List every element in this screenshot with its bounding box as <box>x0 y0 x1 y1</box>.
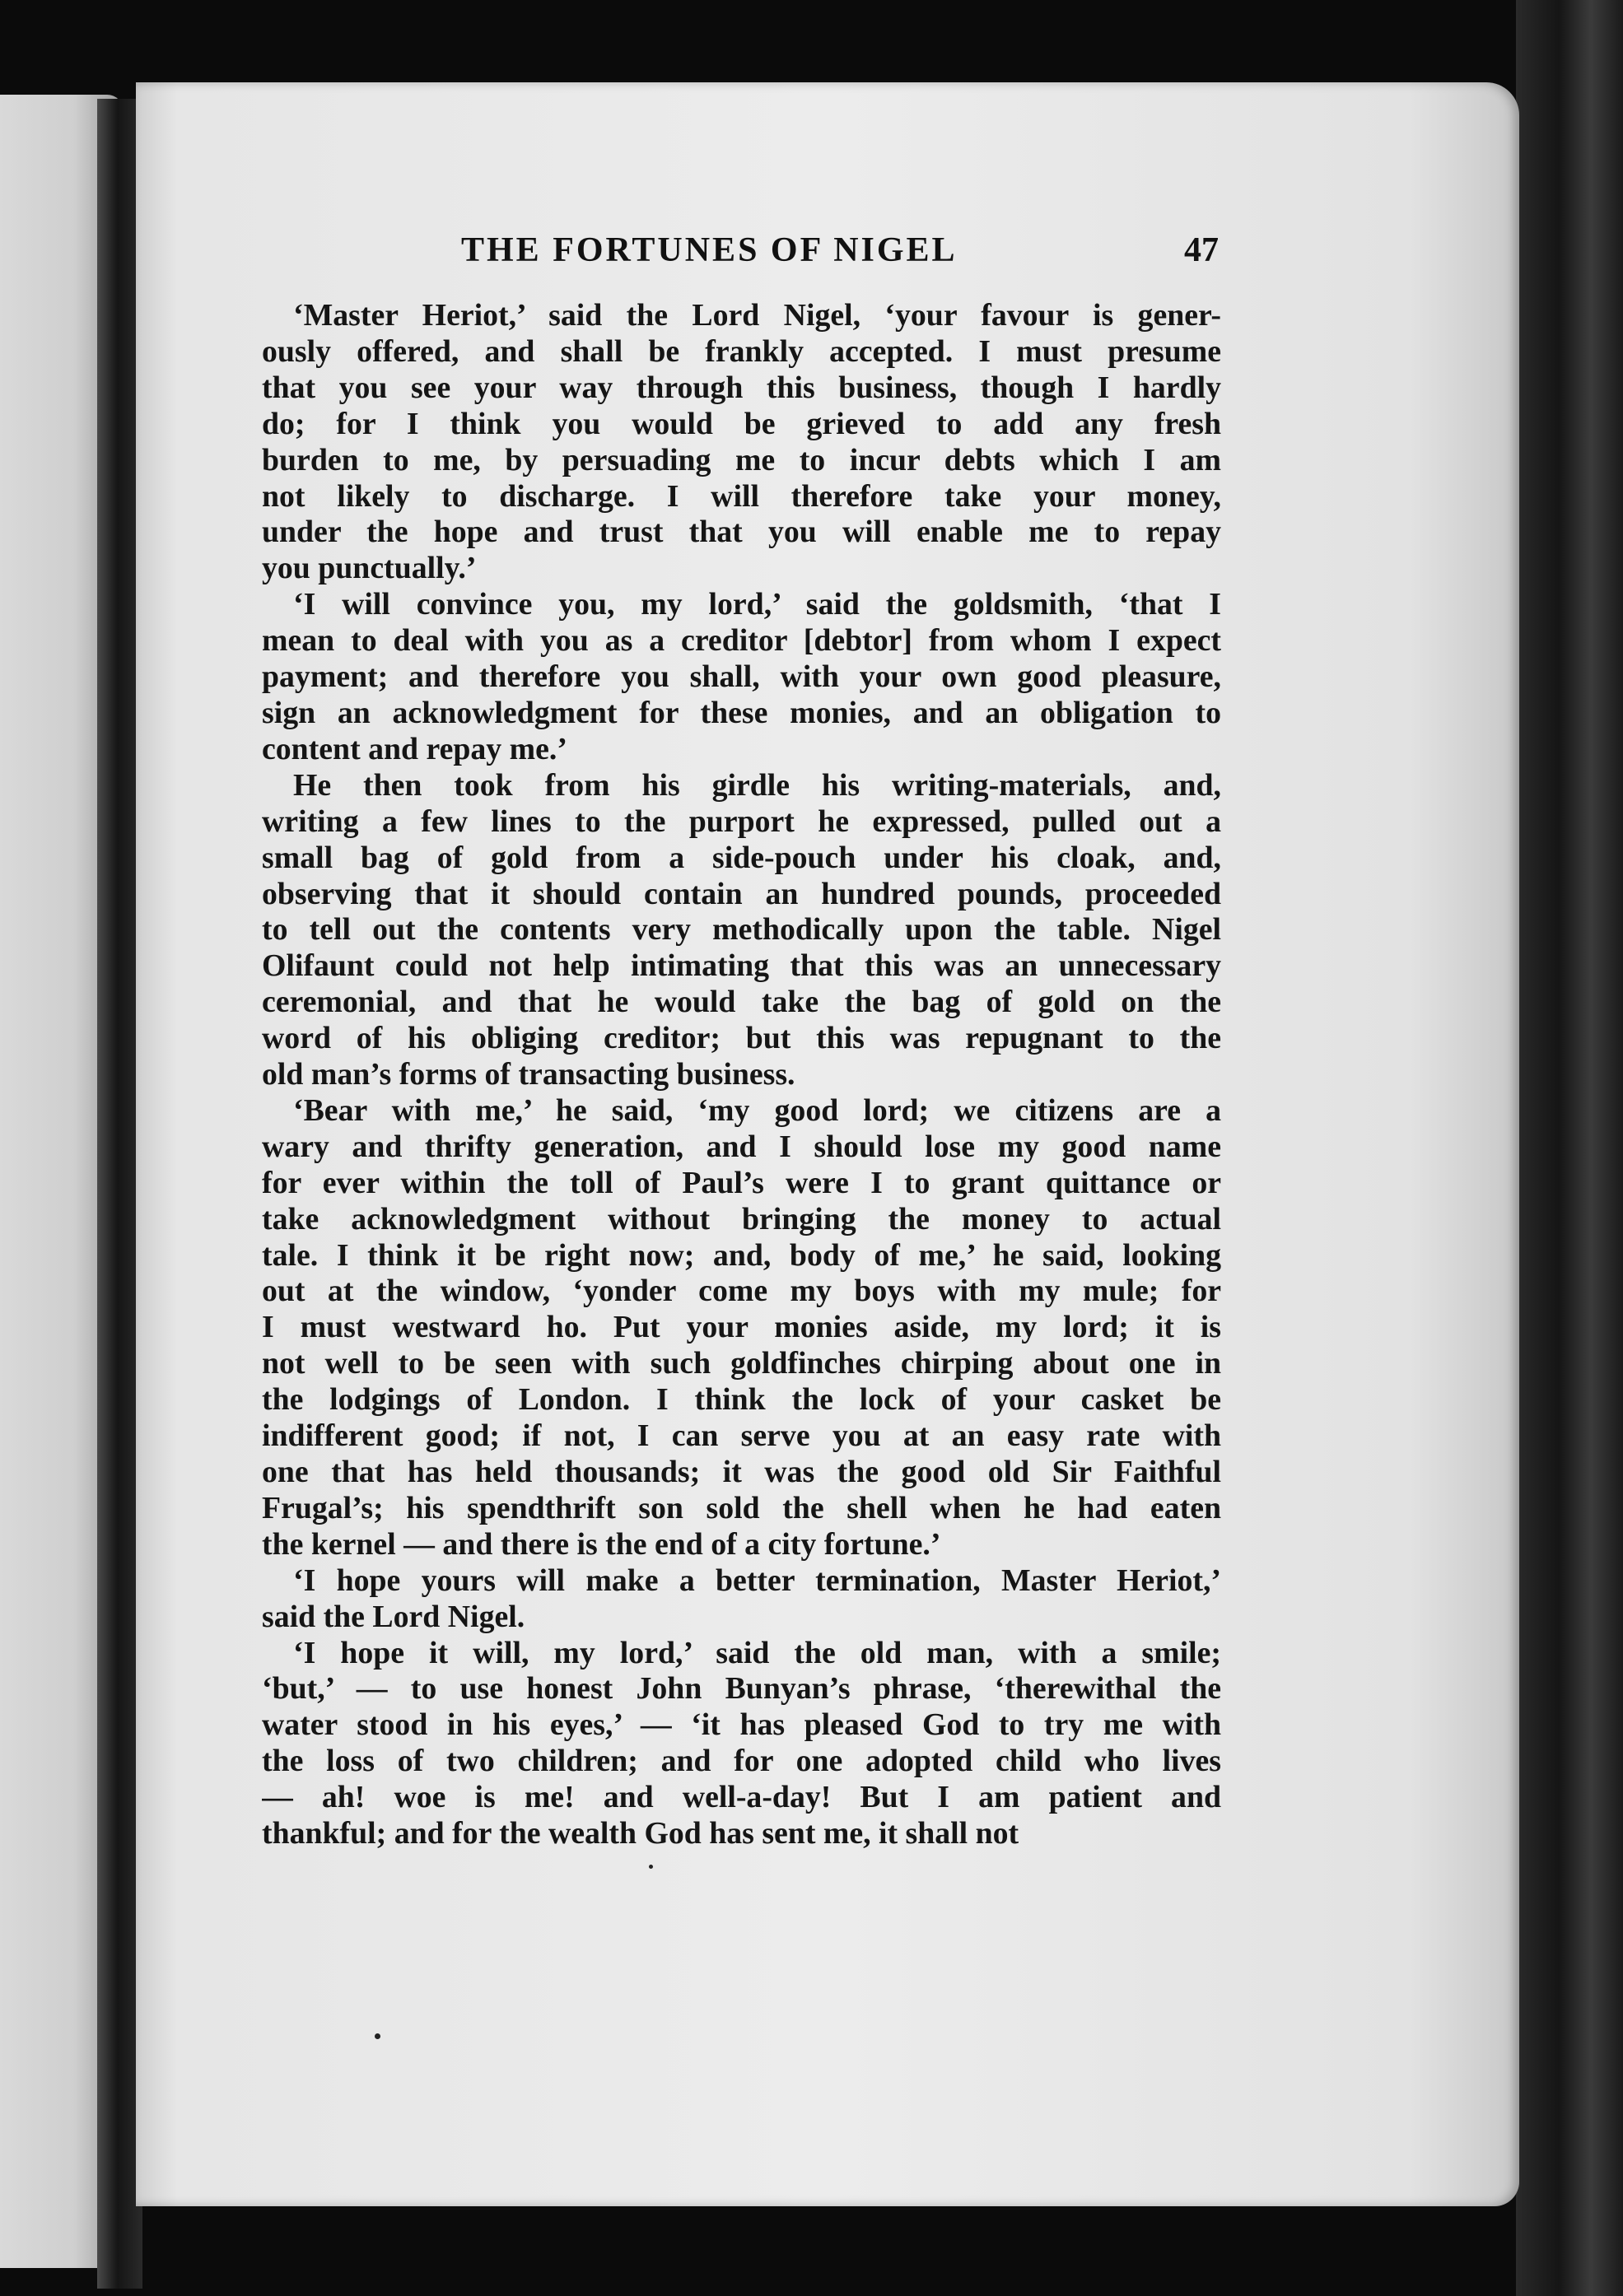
text-line: take acknowledgment without bringing the money to actual <box>262 1201 1221 1236</box>
text-line: writing a few lines to the purport he expressed, pulled out a <box>262 803 1221 839</box>
paragraph <box>262 298 1221 587</box>
page-number: 47 <box>1184 231 1219 269</box>
text-line: ‘I will convince you, my lord,’ said the goldsmith, ‘that I <box>293 587 1221 622</box>
text-line: not well to be seen with such goldfinches chirping about one in <box>262 1346 1221 1381</box>
text-line: out at the window, ‘yonder come my boys with my mule; for <box>262 1274 1221 1309</box>
text-line: said the Lord Nigel. <box>262 1599 525 1634</box>
text-line: word of his obliging creditor; but this was repugnant to the <box>262 1021 1221 1056</box>
text-line: the loss of two children; and for one adopted child who lives <box>262 1744 1221 1779</box>
text-line: Olifaunt could not help intimating that this was an unnecessary <box>262 948 1221 984</box>
scan-speck <box>375 2033 380 2039</box>
paragraph <box>262 768 1221 1093</box>
text-line: — ah! woe is me! and well-a-day! But I am patient and <box>262 1780 1221 1815</box>
running-title: THE FORTUNES OF NIGEL <box>461 231 958 269</box>
right-page-edge-shadow <box>1516 0 1623 2296</box>
text-line: not likely to discharge. I will therefore take your money, <box>262 478 1221 514</box>
text-line: He then took from his girdle his writing-materials, and, <box>293 767 1221 803</box>
paragraph <box>262 1563 1221 1636</box>
body-text <box>262 298 1221 1852</box>
text-line: tale. I think it be right now; and, body of me,’ he said, looking <box>262 1237 1221 1273</box>
text-line: under the hope and trust that you will enable me to repay <box>262 515 1221 550</box>
running-header <box>321 231 1219 280</box>
text-line: old man’s forms of transacting business. <box>262 1057 795 1092</box>
text-line: the kernel — and there is the end of a city fortune.’ <box>262 1526 941 1562</box>
text-line: observing that it should contain an hundred pounds, proceeded <box>262 876 1221 911</box>
paragraph <box>262 587 1221 768</box>
text-line: ‘but,’ — to use honest John Bunyan’s phrase, ‘therewithal the <box>262 1671 1221 1707</box>
text-line: burden to me, by persuading me to incur debts which I am <box>262 442 1221 477</box>
text-line: content and repay me.’ <box>262 731 567 766</box>
text-line: water stood in his eyes,’ — ‘it has pleased God to try me with <box>262 1707 1221 1743</box>
text-line: to tell out the contents very methodically upon the table. Nigel <box>262 912 1221 948</box>
text-line: wary and thrifty generation, and I should lose my good name <box>262 1129 1221 1164</box>
text-line: sign an acknowledgment for these monies, and an obligation to <box>262 695 1221 730</box>
text-line: ‘Master Heriot,’ said the Lord Nigel, ‘your favour is gener- <box>293 298 1221 333</box>
text-line: ‘Bear with me,’ he said, ‘my good lord; we citizens are a <box>293 1092 1221 1128</box>
text-line: indifferent good; if not, I can serve you at an easy rate with <box>262 1418 1221 1454</box>
paragraph <box>262 1093 1221 1563</box>
text-line: that you see your way through this business, though I hardly <box>262 370 1221 405</box>
text-line: for ever within the toll of Paul’s were I to grant quittance or <box>262 1165 1221 1200</box>
text-line: ‘I hope it will, my lord,’ said the old man, with a smile; <box>293 1635 1221 1670</box>
text-line: mean to deal with you as a creditor [debtor] from whom I expect <box>262 623 1221 659</box>
text-line: Frugal’s; his spendthrift son sold the shell when he had eaten <box>262 1490 1221 1525</box>
text-line: you punctually.’ <box>262 551 477 586</box>
text-line: ously offered, and shall be frankly accepted. I must presume <box>262 333 1221 369</box>
text-line: thankful; and for the wealth God has sent me, it shall not <box>262 1816 1019 1851</box>
text-line: do; for I think you would be grieved to add any fresh <box>262 406 1221 441</box>
text-line: I must westward ho. Put your monies aside, my lord; it is <box>262 1310 1221 1345</box>
text-line: small bag of gold from a side-pouch under his cloak, and, <box>262 840 1221 875</box>
text-line: ceremonial, and that he would take the bag of gold on the <box>262 985 1221 1020</box>
text-line: payment; and therefore you shall, with your own good pleasure, <box>262 659 1221 695</box>
text-line: ‘I hope yours will make a better termination, Master Heriot,’ <box>293 1562 1221 1598</box>
paragraph <box>262 1636 1221 1852</box>
text-line: one that has held thousands; it was the good old Sir Faithful <box>262 1455 1221 1489</box>
scan-speck <box>649 1865 653 1869</box>
text-line: the lodgings of London. I think the lock of your casket be <box>262 1382 1221 1418</box>
